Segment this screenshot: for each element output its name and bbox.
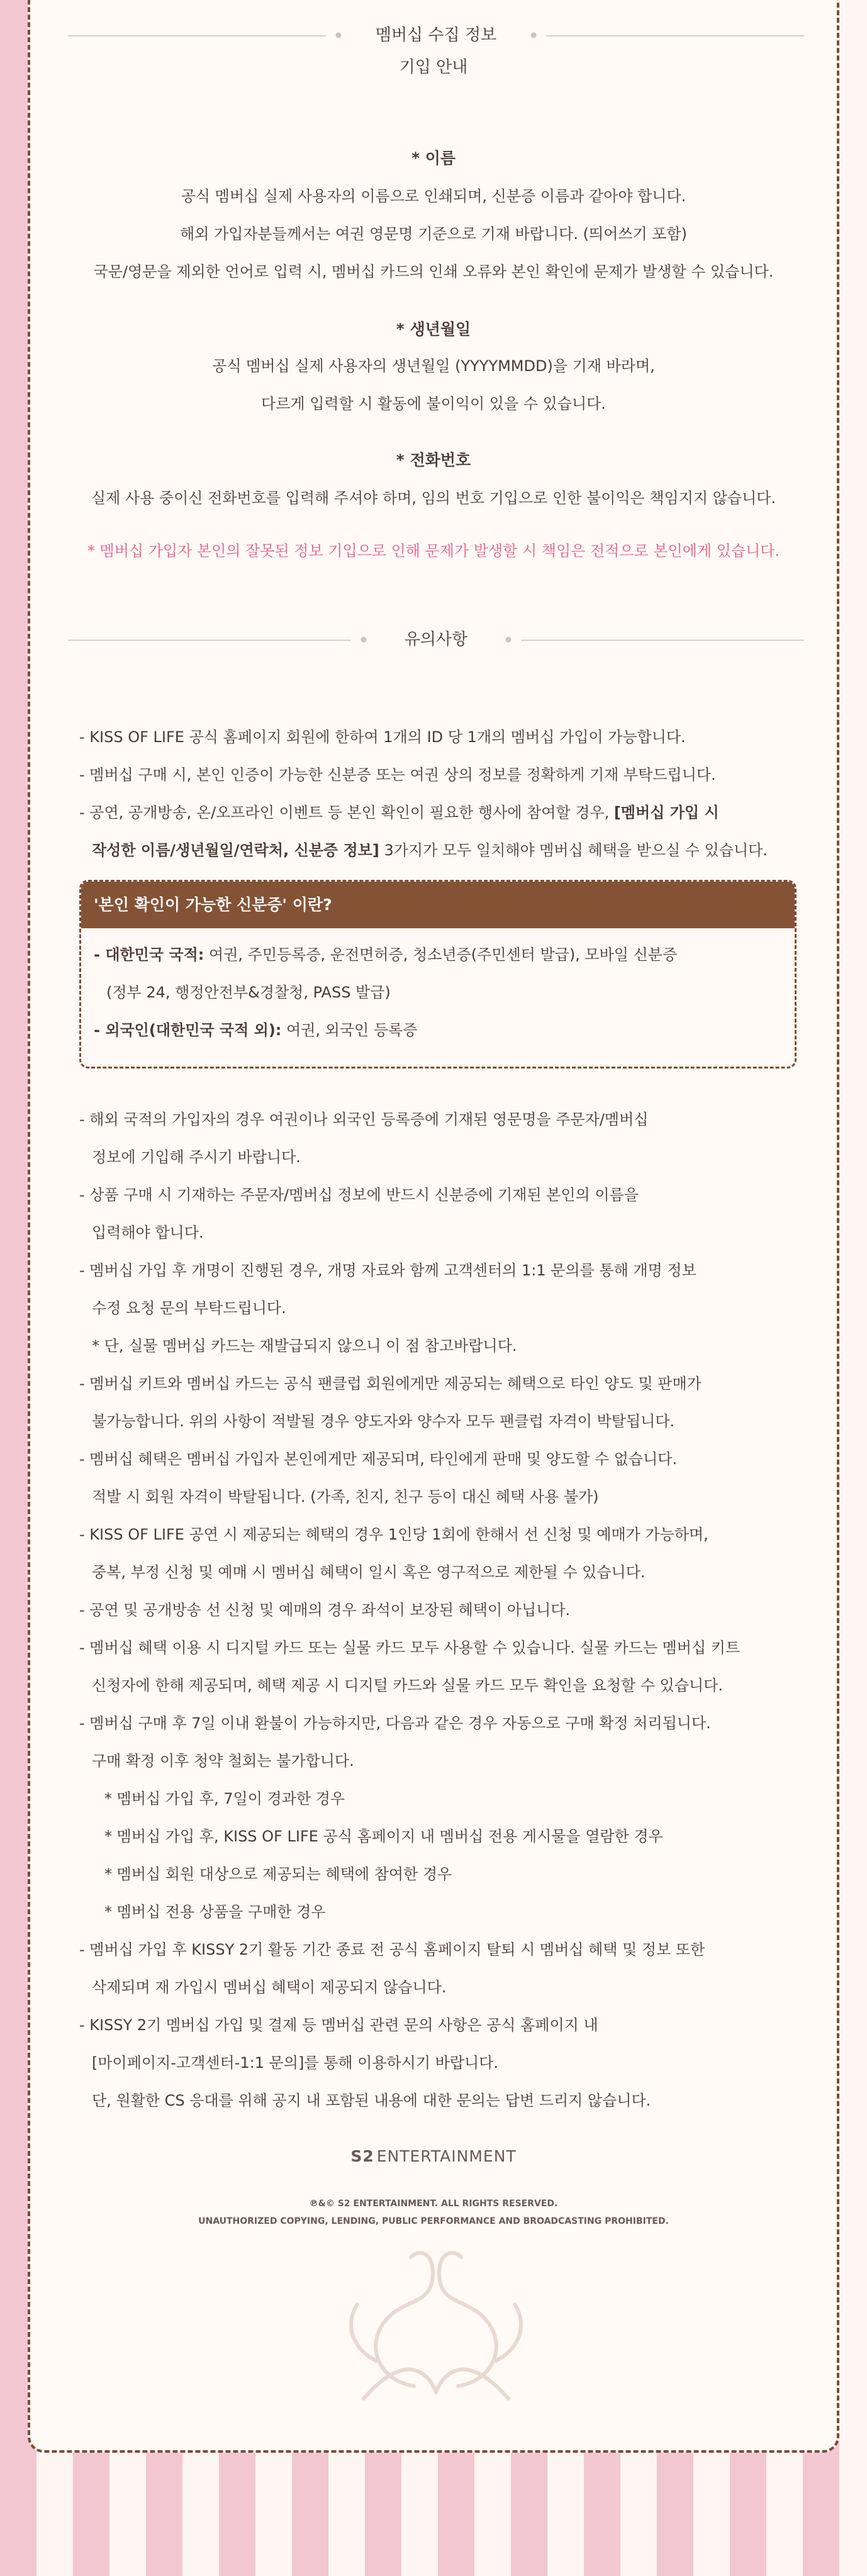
note-item-continued: 구매 확정 이후 청약 철회는 불가합니다. xyxy=(92,1752,354,1770)
logo-text: ENTERTAINMENT xyxy=(376,2147,517,2165)
korean-id-line xyxy=(94,942,677,964)
phone-line: 실제 사용 중이신 전화번호를 입력해 주셔야 하며, 임의 번호 기입으로 인한 불이익은 책임지지 않습니다. xyxy=(91,489,776,507)
note-item-bold: 작성한 이름/생년월일/연락처, 신분증 정보] xyxy=(92,841,379,859)
note-item-text: 3가지가 모두 일치해야 멤버십 혜택을 받으실 수 있습니다. xyxy=(379,841,768,859)
note-item: - 멤버십 구매 시, 본인 인증이 가능한 신분증 또는 여권 상의 정보를 정확하게 기재 부탁드립니다. xyxy=(79,766,716,784)
note-item: - 멤버십 키트와 멤버십 카드는 공식 팬클럽 회원에게만 제공되는 혜택으로 타인 양도 및 판매가 xyxy=(79,1375,702,1392)
birth-line: 공식 멤버십 실제 사용자의 생년월일 (YYYYMMDD)을 기재 바라며, xyxy=(212,357,655,375)
copyright-line: UNAUTHORIZED COPYING, LENDING, PUBLIC PERFORMANCE AND BROADCASTING PROHIBITED. xyxy=(198,2216,669,2226)
note-item-highlight: * 멤버십 회원 대상으로 제공되는 혜택에 참여한 경우 xyxy=(104,1865,452,1883)
note-item-continued: 불가능합니다. 위의 사항이 적발될 경우 양도자와 양수자 모두 팬클럽 자격이 박탈됩니다. xyxy=(92,1413,675,1430)
name-line: 국문/영문을 제외한 언어로 입력 시, 멤버십 카드의 인쇄 오류와 본인 확인에 문제가 발생할 수 있습니다. xyxy=(93,263,774,280)
note-item-highlight: * 멤버십 가입 후, KISS OF LIFE 공식 홈페이지 내 멤버십 전용 게시물을 열람한 경우 xyxy=(104,1828,663,1845)
note-item: - KISSY 2기 멤버십 가입 및 결제 등 멤버십 관련 문의 사항은 공식 홈페이지 내 xyxy=(79,2016,598,2034)
birth-line: 다르게 입력할 시 활동에 불이익이 있을 수 있습니다. xyxy=(261,395,606,413)
korean-id-line-continued: (정부 24, 행정안전부&경찰청, PASS 발급) xyxy=(106,984,391,1001)
note-item-continued: 수정 요청 문의 부탁드립니다. xyxy=(92,1299,286,1317)
logo-mark: S2 xyxy=(350,2147,374,2165)
note-item-continued: 정보에 기입해 주시기 바랍니다. xyxy=(92,1148,301,1166)
korean-id-label: - 대한민국 국적: xyxy=(94,946,204,963)
name-line: 공식 멤버십 실제 사용자의 이름으로 인쇄되며, 신분증 이름과 같아야 합니다. xyxy=(181,187,686,205)
note-item: - 멤버십 가입 후 KISSY 2기 활동 기간 종료 전 공식 홈페이지 탈퇴 시 멤버십 혜택 및 정보 또한 xyxy=(79,1941,705,1958)
note-item-continued: 신청자에 한해 제공되며, 혜택 제공 시 디지털 카드와 실물 카드 모두 확인을 요청할 수 있습니다. xyxy=(92,1677,724,1694)
korean-id-text: 여권, 주민등록증, 운전면허증, 청소년증(주민센터 발급), 모바일 신분증 xyxy=(204,946,678,963)
note-item-continued: 입력해야 합니다. xyxy=(92,1224,204,1241)
note-item-continued: 단, 원활한 CS 응대를 위해 공지 내 포함된 내용에 대한 문의는 답변 드리지 않습니다. xyxy=(92,2092,651,2109)
phone-heading: * 전화번호 xyxy=(396,451,471,469)
note-item: - 멤버십 가입 후 개명이 진행된 경우, 개명 자료와 함께 고객센터의 1:1 문의를 통해 개명 정보 xyxy=(79,1262,696,1279)
note-item: - KISS OF LIFE 공식 홈페이지 회원에 한하여 1개의 ID 당 1개의 멤버십 가입이 가능합니다. xyxy=(79,728,686,746)
id-info-box xyxy=(79,880,797,1069)
note-item: - 멤버십 구매 후 7일 이내 환불이 가능하지만, 다음과 같은 경우 자동으로 구매 확정 처리됩니다. xyxy=(79,1714,711,1732)
note-item-highlight: * 멤버십 전용 상품을 구매한 경우 xyxy=(104,1903,326,1921)
note-item: - 멤버십 혜택 이용 시 디지털 카드 또는 실물 카드 모두 사용할 수 있습니다. 실물 카드는 멤버십 키트 xyxy=(79,1639,741,1657)
note-item: - 공연 및 공개방송 선 신청 및 예매의 경우 좌석이 보장된 혜택이 아닙니다. xyxy=(79,1601,571,1619)
note-item: - 상품 구매 시 기재하는 주문자/멤버십 정보에 반드시 신분증에 기재된 본인의 이름을 xyxy=(79,1186,639,1204)
id-info-box-title: '본인 확인이 가능한 신분증' 이란? xyxy=(94,896,332,914)
note-item-text: - 공연, 공개방송, 온/오프라인 이벤트 등 본인 확인이 필요한 행사에 참여할 경우, xyxy=(79,804,614,821)
note-item-continued xyxy=(92,838,768,860)
section-header-notes xyxy=(68,627,804,652)
note-item: - 멤버십 혜택은 멤버십 가입자 본인에게만 제공되며, 타인에게 판매 및 양도할 수 없습니다. xyxy=(79,1450,678,1468)
company-logo xyxy=(30,2147,837,2165)
swan-illustration xyxy=(338,2229,534,2418)
name-line: 해외 가입자분들께서는 여권 영문명 기준으로 기재 바랍니다. (띄어쓰기 포함) xyxy=(179,225,688,243)
copyright-line: ℗&© S2 ENTERTAINMENT. ALL RIGHTS RESERVED. xyxy=(309,2199,558,2209)
notice-card xyxy=(28,0,839,2453)
note-item-highlight: * 단, 실물 멤버십 카드는 재발급되지 않으니 이 점 참고바랍니다. xyxy=(92,1337,517,1355)
note-item-highlight: * 멤버십 가입 후, 7일이 경과한 경우 xyxy=(104,1790,345,1807)
note-item: - 해외 국적의 가입자의 경우 여권이나 외국인 등록증에 기재된 영문명을 주문자/멤버십 xyxy=(79,1111,649,1128)
note-item: - KISS OF LIFE 공연 시 제공되는 혜택의 경우 1인당 1회에 한해서 선 신청 및 예매가 가능하며, xyxy=(79,1526,708,1543)
name-heading: * 이름 xyxy=(411,149,456,167)
section-header-membership xyxy=(68,23,804,48)
note-item-continued: 중복, 부정 신청 및 예매 시 멤버십 혜택이 일시 혹은 영구적으로 제한될 수 있습니다. xyxy=(92,1563,646,1581)
section-title-membership: 멤버십 수집 정보 xyxy=(375,26,497,45)
note-item-continued: 적발 시 회원 자격이 박탈됩니다. (가족, 친지, 친구 등이 대신 혜택 사용 불가) xyxy=(92,1488,599,1506)
foreign-id-label: - 외국인(대한민국 국적 외): xyxy=(94,1021,282,1039)
foreign-id-text: 여권, 외국인 등록증 xyxy=(281,1021,418,1039)
note-item-bold: [멤버십 가입 시 xyxy=(613,804,719,821)
note-item-continued: 삭제되며 재 가입시 멤버십 혜택이 제공되지 않습니다. xyxy=(92,1979,447,1996)
foreign-id-line xyxy=(94,1018,417,1040)
section-subtitle: 기입 안내 xyxy=(399,58,468,77)
id-info-box-header xyxy=(81,882,795,928)
note-item-continued: [마이페이지-고객센터-1:1 문의]를 통해 이용하시기 바랍니다. xyxy=(92,2054,499,2072)
birth-heading: * 생년월일 xyxy=(396,320,471,338)
section-title-notes: 유의사항 xyxy=(404,630,468,649)
responsibility-warning: * 멤버십 가입자 본인의 잘못된 정보 기입으로 인해 문제가 발생할 시 책임은 전적으로 본인에게 있습니다. xyxy=(87,542,780,560)
note-item xyxy=(79,800,719,822)
